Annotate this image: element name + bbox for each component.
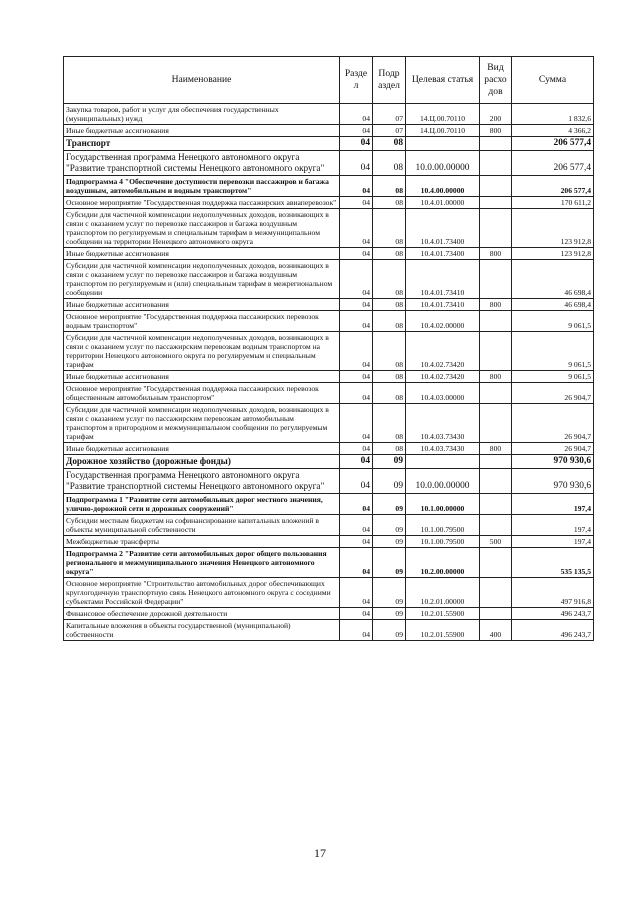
table-row bbox=[64, 578, 594, 608]
row-razdel: 04 bbox=[340, 578, 373, 608]
row-razdel: 04 bbox=[340, 299, 373, 311]
row-podrazdel: 08 bbox=[373, 332, 406, 371]
table-row bbox=[64, 209, 594, 248]
row-razdel: 04 bbox=[340, 151, 373, 176]
row-statya: 10.4.03.73430 bbox=[406, 443, 480, 455]
row-summa: 1 832,6 bbox=[512, 104, 594, 125]
row-name: Иные бюджетные ассигнования bbox=[64, 371, 340, 383]
row-razdel: 04 bbox=[340, 209, 373, 248]
row-vid: 800 bbox=[480, 443, 512, 455]
row-summa: 9 061,5 bbox=[512, 332, 594, 371]
row-name: Субсидии для частичной компенсации недополученных доходов, возникающих в связи с оказанием услуг по перевозке пассажиров и багажа воздушным транспортом по регулируемым и (или) специальным тарифам в межрегиональном сообщении bbox=[64, 260, 340, 299]
row-name: Субсидии местным бюджетам на софинансирование капитальных вложений в объекты муниципальной собственности bbox=[64, 515, 340, 536]
row-razdel: 04 bbox=[340, 548, 373, 578]
header-name: Наименование bbox=[64, 57, 340, 104]
row-razdel: 04 bbox=[340, 536, 373, 548]
table-row bbox=[64, 548, 594, 578]
table-row bbox=[64, 608, 594, 620]
row-summa: 206 577,4 bbox=[512, 151, 594, 176]
row-razdel: 04 bbox=[340, 311, 373, 332]
row-podrazdel: 09 bbox=[373, 536, 406, 548]
row-name: Закупка товаров, работ и услуг для обеспечения государственных (муниципальных) нужд bbox=[64, 104, 340, 125]
row-podrazdel: 09 bbox=[373, 469, 406, 494]
row-podrazdel: 08 bbox=[373, 443, 406, 455]
row-name: Подпрограмма 2 "Развитие сети автомобильных дорог общего пользования регионального и межмуниципального значения Ненецкого автономного округа" bbox=[64, 548, 340, 578]
row-vid bbox=[480, 197, 512, 209]
row-statya: 10.2.01.55900 bbox=[406, 608, 480, 620]
row-razdel: 04 bbox=[340, 620, 373, 641]
table-row bbox=[64, 536, 594, 548]
row-name: Иные бюджетные ассигнования bbox=[64, 248, 340, 260]
row-summa: 123 912,8 bbox=[512, 209, 594, 248]
row-statya: 10.2.01.00000 bbox=[406, 578, 480, 608]
row-name: Основное мероприятие "Государственная поддержка пассажирских перевозок водным транспортом" bbox=[64, 311, 340, 332]
row-vid bbox=[480, 383, 512, 404]
row-vid bbox=[480, 494, 512, 515]
row-name: Государственная программа Ненецкого автономного округа "Развитие транспортной системы Ненецкого автономного округа" bbox=[64, 469, 340, 494]
header-summa: Сумма bbox=[512, 57, 594, 104]
row-razdel: 04 bbox=[340, 197, 373, 209]
row-name: Основное мероприятие "Государственная поддержка пассажирских авиаперевозок" bbox=[64, 197, 340, 209]
row-statya: 10.4.01.73400 bbox=[406, 209, 480, 248]
row-summa: 970 930,6 bbox=[512, 469, 594, 494]
row-statya: 10.1.00.79500 bbox=[406, 515, 480, 536]
row-summa: 123 912,8 bbox=[512, 248, 594, 260]
row-statya: 14.Ц.00.70110 bbox=[406, 104, 480, 125]
row-podrazdel: 09 bbox=[373, 608, 406, 620]
row-razdel: 04 bbox=[340, 176, 373, 197]
row-summa: 46 698,4 bbox=[512, 299, 594, 311]
row-summa: 170 611,2 bbox=[512, 197, 594, 209]
row-summa: 197,4 bbox=[512, 494, 594, 515]
row-razdel: 04 bbox=[340, 137, 373, 151]
row-name: Основное мероприятие "Строительство автомобильных дорог обеспечивающих круглогодичную транспортную связь Ненецкого автономного округа с соседними субъектами Российской Федерации" bbox=[64, 578, 340, 608]
row-name: Иные бюджетные ассигнования bbox=[64, 443, 340, 455]
row-vid bbox=[480, 209, 512, 248]
row-name: Иные бюджетные ассигнования bbox=[64, 299, 340, 311]
row-summa: 496 243,7 bbox=[512, 620, 594, 641]
row-name: Межбюджетные трансферты bbox=[64, 536, 340, 548]
row-summa: 535 135,5 bbox=[512, 548, 594, 578]
table-row bbox=[64, 125, 594, 137]
row-podrazdel: 09 bbox=[373, 548, 406, 578]
row-vid: 800 bbox=[480, 371, 512, 383]
row-summa: 46 698,4 bbox=[512, 260, 594, 299]
row-podrazdel: 07 bbox=[373, 104, 406, 125]
row-razdel: 04 bbox=[340, 383, 373, 404]
table-row bbox=[64, 404, 594, 443]
row-razdel: 04 bbox=[340, 469, 373, 494]
row-name: Государственная программа Ненецкого автономного округа "Развитие транспортной системы Ненецкого автономного округа" bbox=[64, 151, 340, 176]
table-row bbox=[64, 151, 594, 176]
row-statya bbox=[406, 455, 480, 469]
row-vid: 800 bbox=[480, 299, 512, 311]
row-podrazdel: 08 bbox=[373, 299, 406, 311]
table-row bbox=[64, 494, 594, 515]
row-razdel: 04 bbox=[340, 332, 373, 371]
row-summa: 206 577,4 bbox=[512, 137, 594, 151]
row-summa: 26 904,7 bbox=[512, 383, 594, 404]
table-row bbox=[64, 137, 594, 151]
header-vid: Вид расхо дов bbox=[480, 57, 512, 104]
row-podrazdel: 08 bbox=[373, 248, 406, 260]
row-name: Субсидии для частичной компенсации недополученных доходов, возникающих в связи с оказанием услуг по пассажирским перевозкам автомобильным транспортом в пригородном и межмуниципальном сообщении по регулируемым тарифам bbox=[64, 404, 340, 443]
row-summa: 26 904,7 bbox=[512, 443, 594, 455]
row-podrazdel: 09 bbox=[373, 620, 406, 641]
table-row bbox=[64, 515, 594, 536]
row-summa: 206 577,4 bbox=[512, 176, 594, 197]
row-vid: 200 bbox=[480, 104, 512, 125]
row-razdel: 04 bbox=[340, 260, 373, 299]
row-razdel: 04 bbox=[340, 443, 373, 455]
row-vid bbox=[480, 548, 512, 578]
row-razdel: 04 bbox=[340, 494, 373, 515]
row-summa: 496 243,7 bbox=[512, 608, 594, 620]
table-row bbox=[64, 383, 594, 404]
table-header bbox=[64, 57, 594, 104]
table-row bbox=[64, 299, 594, 311]
table-row bbox=[64, 176, 594, 197]
row-podrazdel: 08 bbox=[373, 209, 406, 248]
row-statya: 10.4.02.73420 bbox=[406, 332, 480, 371]
table-row bbox=[64, 371, 594, 383]
row-name: Иные бюджетные ассигнования bbox=[64, 125, 340, 137]
row-podrazdel: 08 bbox=[373, 151, 406, 176]
row-vid bbox=[480, 260, 512, 299]
row-statya: 10.1.00.00000 bbox=[406, 494, 480, 515]
row-podrazdel: 08 bbox=[373, 176, 406, 197]
row-razdel: 04 bbox=[340, 455, 373, 469]
row-podrazdel: 08 bbox=[373, 371, 406, 383]
row-statya: 10.4.01.73410 bbox=[406, 260, 480, 299]
row-podrazdel: 08 bbox=[373, 260, 406, 299]
row-vid bbox=[480, 608, 512, 620]
row-name: Транспорт bbox=[64, 137, 340, 151]
budget-table bbox=[63, 56, 594, 641]
row-statya: 10.4.02.00000 bbox=[406, 311, 480, 332]
row-vid bbox=[480, 469, 512, 494]
table-row bbox=[64, 455, 594, 469]
row-vid bbox=[480, 176, 512, 197]
row-summa: 197,4 bbox=[512, 536, 594, 548]
row-name: Финансовое обеспечение дорожной деятельности bbox=[64, 608, 340, 620]
header-podrazdel: Подр аздел bbox=[373, 57, 406, 104]
row-summa: 197,4 bbox=[512, 515, 594, 536]
header-razdel: Разде л bbox=[340, 57, 373, 104]
row-vid bbox=[480, 578, 512, 608]
row-podrazdel: 08 bbox=[373, 137, 406, 151]
row-name: Основное мероприятие "Государственная поддержка пассажирских перевозок общественным автомобильным транспортом" bbox=[64, 383, 340, 404]
row-podrazdel: 08 bbox=[373, 311, 406, 332]
row-statya: 10.1.00.79500 bbox=[406, 536, 480, 548]
row-statya bbox=[406, 137, 480, 151]
row-statya: 10.4.03.00000 bbox=[406, 383, 480, 404]
row-podrazdel: 09 bbox=[373, 494, 406, 515]
row-vid: 400 bbox=[480, 620, 512, 641]
table-row bbox=[64, 248, 594, 260]
table-row bbox=[64, 469, 594, 494]
row-statya: 10.4.03.73430 bbox=[406, 404, 480, 443]
row-podrazdel: 08 bbox=[373, 404, 406, 443]
row-name: Подпрограмма 1 "Развитие сети автомобильных дорог местного значения, улично-дорожной сети и дорожных сооружений" bbox=[64, 494, 340, 515]
row-statya: 10.4.01.73400 bbox=[406, 248, 480, 260]
row-name: Дорожное хозяйство (дорожные фонды) bbox=[64, 455, 340, 469]
row-vid: 800 bbox=[480, 248, 512, 260]
row-vid bbox=[480, 151, 512, 176]
header-statya: Целевая статья bbox=[406, 57, 480, 104]
table-row bbox=[64, 197, 594, 209]
row-podrazdel: 09 bbox=[373, 578, 406, 608]
row-summa: 26 904,7 bbox=[512, 404, 594, 443]
row-vid bbox=[480, 404, 512, 443]
row-podrazdel: 08 bbox=[373, 383, 406, 404]
row-vid bbox=[480, 332, 512, 371]
row-razdel: 04 bbox=[340, 404, 373, 443]
row-razdel: 04 bbox=[340, 125, 373, 137]
page-number: 17 bbox=[314, 846, 326, 860]
row-statya: 10.4.01.00000 bbox=[406, 197, 480, 209]
row-statya: 10.4.00.00000 bbox=[406, 176, 480, 197]
row-vid bbox=[480, 137, 512, 151]
row-summa: 9 061,5 bbox=[512, 371, 594, 383]
row-podrazdel: 08 bbox=[373, 197, 406, 209]
row-podrazdel: 09 bbox=[373, 455, 406, 469]
row-vid bbox=[480, 311, 512, 332]
table-row bbox=[64, 332, 594, 371]
row-razdel: 04 bbox=[340, 608, 373, 620]
row-statya: 10.4.02.73420 bbox=[406, 371, 480, 383]
table-body bbox=[64, 104, 594, 641]
row-statya: 10.0.00.00000 bbox=[406, 469, 480, 494]
row-name: Субсидии для частичной компенсации недополученных доходов, возникающих в связи с оказанием услуг по перевозке пассажиров и багажа воздушным транспортом по регулируемым и специальным тарифам в межмуниципальном сообщении на территории Ненецкого автономного округа bbox=[64, 209, 340, 248]
row-razdel: 04 bbox=[340, 248, 373, 260]
row-statya: 10.2.00.00000 bbox=[406, 548, 480, 578]
row-razdel: 04 bbox=[340, 371, 373, 383]
row-statya: 10.2.01.55900 bbox=[406, 620, 480, 641]
table-row bbox=[64, 620, 594, 641]
table-row bbox=[64, 443, 594, 455]
row-name: Подпрограмма 4 "Обеспечение доступности перевозки пассажиров и багажа воздушным, автомобильным и водным транспортом" bbox=[64, 176, 340, 197]
row-vid: 500 bbox=[480, 536, 512, 548]
row-statya: 14.Ц.00.70110 bbox=[406, 125, 480, 137]
row-summa: 4 366,2 bbox=[512, 125, 594, 137]
row-podrazdel: 09 bbox=[373, 515, 406, 536]
table-row bbox=[64, 311, 594, 332]
row-razdel: 04 bbox=[340, 515, 373, 536]
row-summa: 970 930,6 bbox=[512, 455, 594, 469]
row-summa: 497 916,8 bbox=[512, 578, 594, 608]
row-razdel: 04 bbox=[340, 104, 373, 125]
row-vid bbox=[480, 515, 512, 536]
row-podrazdel: 07 bbox=[373, 125, 406, 137]
table-row bbox=[64, 260, 594, 299]
row-vid: 800 bbox=[480, 125, 512, 137]
row-name: Субсидии для частичной компенсации недополученных доходов, возникающих в связи с оказанием услуг по пассажирским перевозкам водным транспортом на территории Ненецкого автономного округа по регулируемым и специальным тарифам bbox=[64, 332, 340, 371]
row-vid bbox=[480, 455, 512, 469]
row-summa: 9 061,5 bbox=[512, 311, 594, 332]
row-name: Капитальные вложения в объекты государственной (муниципальной) собственности bbox=[64, 620, 340, 641]
table-row bbox=[64, 104, 594, 125]
row-statya: 10.4.01.73410 bbox=[406, 299, 480, 311]
row-statya: 10.0.00.00000 bbox=[406, 151, 480, 176]
